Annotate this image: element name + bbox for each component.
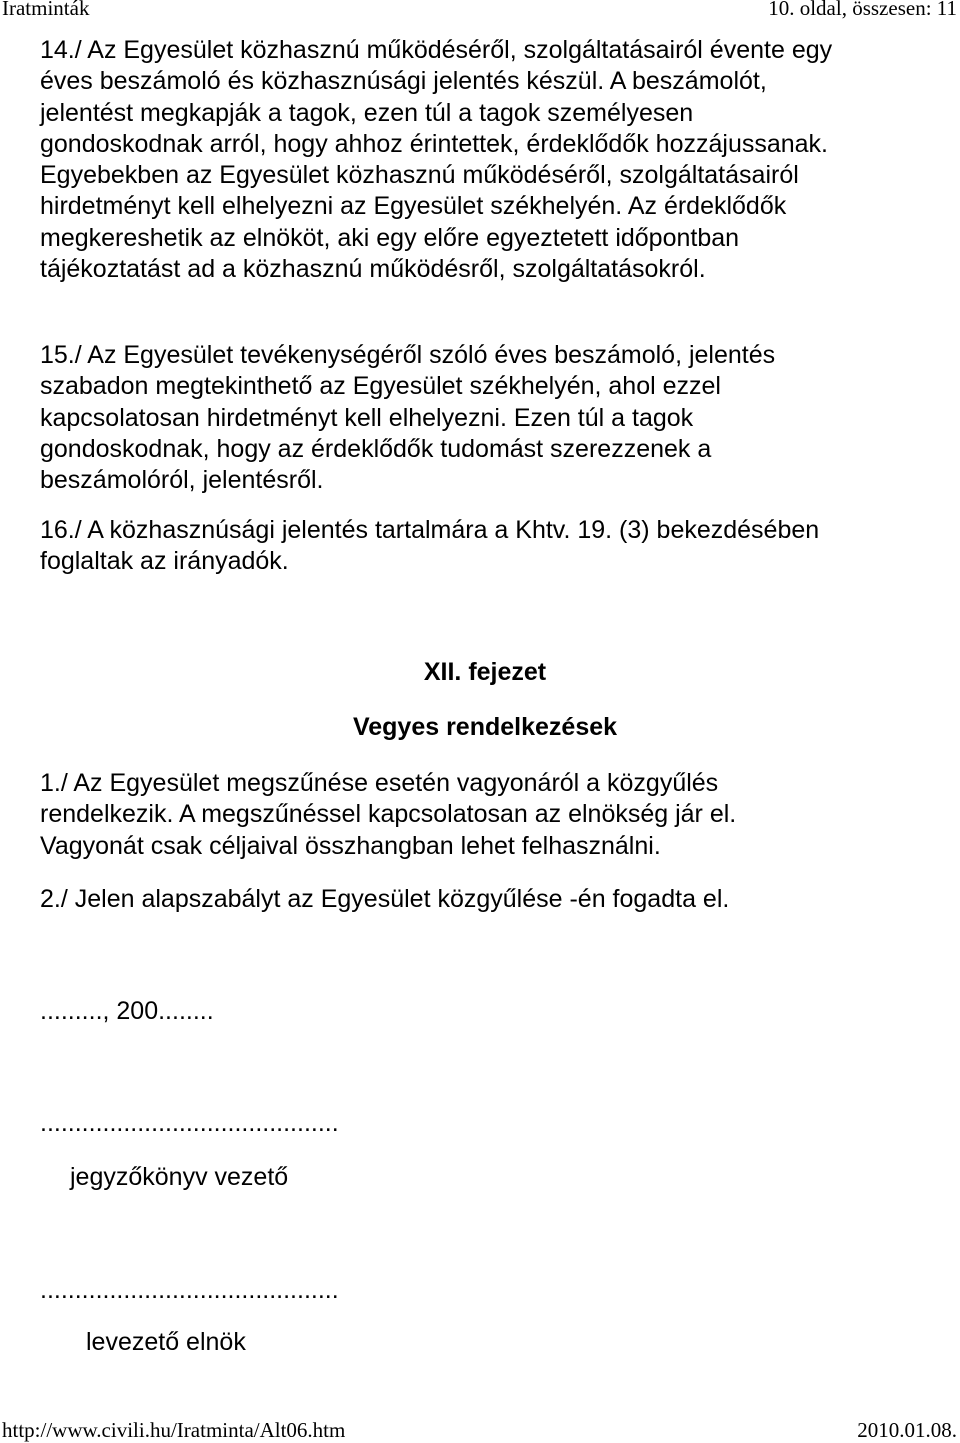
signature-line-chair: ........................................... [40, 1276, 339, 1304]
signature-label-recorder: jegyzőkönyv vezető [70, 1163, 289, 1191]
paragraph-1: 1./ Az Egyesület megszűnése esetén vagyonáról a közgyűlés rendelkezik. A megszűnéssel kapcsolatosan az elnökség jár el. Vagyonát csak céljaival összhangban lehet felhasználni. [40, 769, 737, 860]
signature-label-chair: levezető elnök [86, 1328, 246, 1356]
signature-line-recorder: ........................................... [40, 1109, 339, 1137]
footer-date: 2010.01.08. [857, 1418, 957, 1442]
place-date-line: ........., 200........ [40, 997, 214, 1025]
footer-url: http://www.civili.hu/Iratminta/Alt06.htm [2, 1418, 346, 1442]
paragraph-14: 14./ Az Egyesület közhasznú működéséről, szolgáltatásairól évente egy éves beszámoló és közhasznúsági jelentés készül. A beszámolót, jelentést megkapják a tagok, ezen túl a tagok személyesen gondoskodnak arról, hogy ahhoz érintettek, érdeklődők hozzájussanak. Egyebekben az Egyesület közhasznú működéséről, szolgáltatásairól hirdetményt kell elhelyezni az Egyesület székhelyén. Az érdeklődők megkereshetik az elnököt, aki egy előre egyeztetett időpontban tájékoztatást ad a közhasznú működésről, szolgáltatásokról. [40, 36, 833, 284]
chapter-title: Vegyes rendelkezések [352, 713, 618, 741]
chapter-number: XII. fejezet [423, 658, 547, 686]
paragraph-2: 2./ Jelen alapszabályt az Egyesület közgyűlése -én fogadta el. [40, 885, 730, 913]
paragraph-15: 15./ Az Egyesület tevékenységéről szóló éves beszámoló, jelentés szabadon megtekinthető az Egyesület székhelyén, ahol ezzel kapcsolatosan hirdetményt kell elhelyezni. Ezen túl a tagok gondoskodnak, hogy az érdeklődők tudomást szerezzenek a beszámolóról, jelentésről. [40, 341, 776, 495]
header-page-counter: 10. oldal, összesen: 11 [768, 0, 957, 20]
header-site-title: Iratminták [2, 0, 90, 20]
paragraph-16: 16./ A közhasznúsági jelentés tartalmára a Khtv. 19. (3) bekezdésében foglaltak az irányadók. [40, 516, 820, 576]
